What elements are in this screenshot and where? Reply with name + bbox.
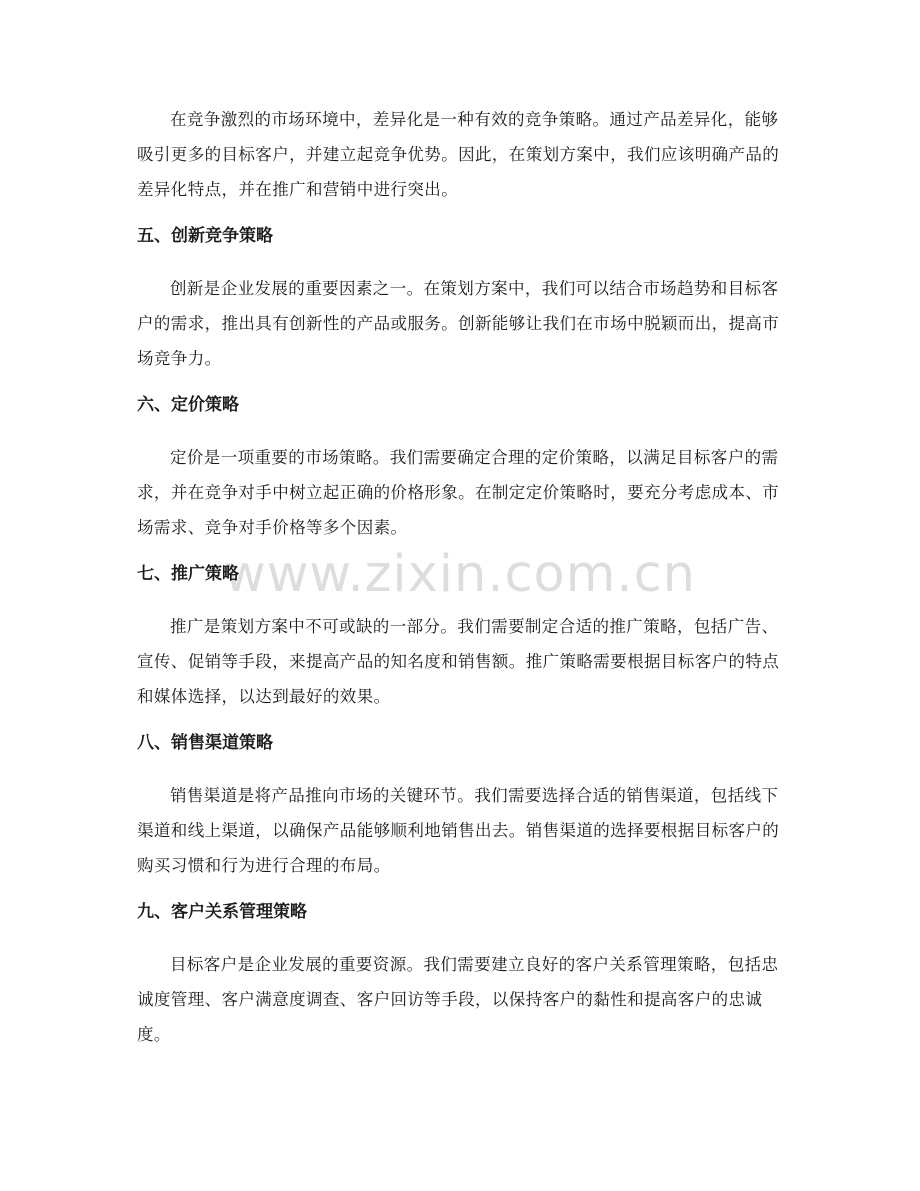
section-body-8: 销售渠道是将产品推向市场的关键环节。我们需要选择合适的销售渠道，包括线下渠道和线上渠道，以确保产品能够顺利地销售出去。销售渠道的选择要根据目标客户的购买习惯和行为进行合理的布局。: [137, 786, 780, 875]
section-body-6: 定价是一项重要的市场策略。我们需要确定合理的定价策略，以满足目标客户的需求，并在竞争对手中树立起正确的价格形象。在制定定价策略时，要充分考虑成本、市场需求、竞争对手价格等多个因素。: [137, 448, 780, 537]
section-body-7: 推广是策划方案中不可或缺的一部分。我们需要制定合适的推广策略，包括广告、宣传、促销等手段，来提高产品的知名度和销售额。推广策略需要根据目标客户的特点和媒体选择，以达到最好的效果。: [137, 617, 780, 706]
watermark: www.zixin.com.cn: [224, 545, 696, 604]
section-heading-9: 九、客户关系管理策略: [137, 902, 307, 922]
section-body-9: 目标客户是企业发展的重要资源。我们需要建立良好的客户关系管理策略，包括忠诚度管理、客户满意度调查、客户回访等手段，以保持客户的黏性和提高客户的忠诚度。: [137, 955, 779, 1044]
section-heading-6: 六、定价策略: [137, 395, 239, 415]
section-heading-5: 五、创新竞争策略: [137, 226, 273, 246]
section-body-5: 创新是企业发展的重要因素之一。在策划方案中，我们可以结合市场趋势和目标客户的需求，推出具有创新性的产品或服务。创新能够让我们在市场中脱颖而出，提高市场竞争力。: [137, 279, 780, 368]
section-heading-7: 七、推广策略: [137, 564, 239, 584]
section-heading-8: 八、销售渠道策略: [137, 733, 273, 753]
intro-paragraph: 在竞争激烈的市场环境中，差异化是一种有效的竞争策略。通过产品差异化，能够吸引更多的目标客户，并建立起竞争优势。因此，在策划方案中，我们应该明确产品的差异化特点，并在推广和营销中进行突出。: [137, 110, 780, 199]
document-body: [137, 102, 787, 1052]
